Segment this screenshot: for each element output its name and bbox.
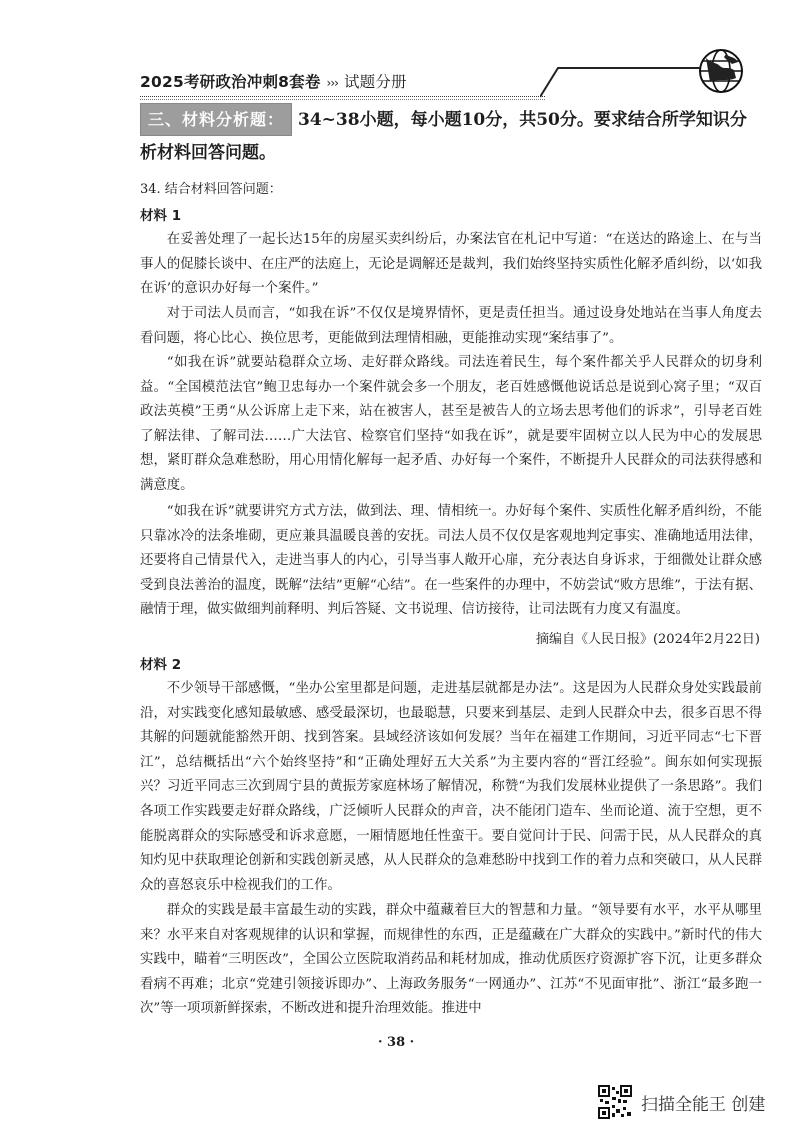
material-1-source: 摘编自《人民日报》(2024年2月22日) [535,632,760,647]
material-2-paragraph-2: 群众的实践是最丰富最生动的实践，群众中蕴藏着巨大的智慧和力量。“领导要有水平，水平从哪里来？水平来自对客观规律的认识和掌握，而规律性的东西，正是蕴藏在广大群众的实践中。”新时代的伟大实践中，瞄着“三明医改”，全国公立医院取消药品和耗材加成，推动优质医疗资源扩容下沉，让更多群众看病不再难；北京“党建引领接诉即办”、上海政务服务“一网通办”、江苏“不见面审批”、浙江“最多跑一次”等一项项新鲜探索，不断改进和提升治理效能。推进中 [140,903,762,1017]
material-1-paragraph-1: 在妥善处理了一起长达15年的房屋买卖纠纷后，办案法官在札记中写道：“在送达的路途上、在与当事人的促膝长谈中、在庄严的法庭上，无论是调解还是裁判，我们始终坚持实质性化解矛盾纠纷，以‘如我在诉’的意识办好每一个案件。” [140,232,762,297]
material-1-paragraph-3: “如我在诉”就要站稳群众立场、走好群众路线。司法连着民生，每个案件都关乎人民群众的切身利益。“全国模范法官”鲍卫忠每办一个案件就会多一个朋友，老百姓感慨他说话总是说到心窝子里；“双百政法英模”王勇“从公诉席上走下来，站在被害人，甚至是被告人的立场去思考他们的诉求”，引导老百姓了解法律、了解司法……广大法官、检察官们坚持“如我在诉”，就是要牢固树立以人民为中心的发展思想，紧盯群众急难愁盼，用心用情化解每一起矛盾、办好每一个案件，不断提升人民群众的司法获得感和满意度。 [140,355,762,493]
material-1-paragraph-2: 对于司法人员而言，“如我在诉”不仅仅是境界情怀，更是责任担当。通过设身处地站在当事人角度去看问题，将心比心、换位思考，更能做到法理情相融，更能推动实现“案结事了”。 [140,306,762,346]
header-subtitle: 试题分册 [343,73,407,91]
header-arrows: ››› [326,76,338,90]
qr-code-icon [598,1085,632,1119]
header-title [140,70,407,92]
material-1-paragraph-4: “如我在诉”就要讲究方式方法，做到法、理、情相统一。办好每个案件、实质性化解矛盾纠纷，不能只靠冰冷的法条堆砌，更应兼具温暖良善的安抚。司法人员不仅仅是客观地判定事实、准确地适用法律，还要将自己情景代入，走进当事人的内心，引导当事人敞开心扉，充分表达自身诉求，于细微处让群众感受到良法善治的温度，既解“法结”更解“心结”。在一些案件的办理中，不妨尝试“败方思维”，于法有据、融情于理，做实做细判前释明、判后答疑、文书说理、信访接待，让司法既有力度又有温度。 [140,504,762,618]
section-instructions [140,103,760,170]
header-divider [140,96,545,97]
section-tag: 三、材料分析题： [140,103,292,136]
header-divider-secondary [140,99,545,100]
header-book-title: 2025考研政治冲刺8套卷 [140,73,321,91]
material-1-label: 材料 1 [140,208,182,224]
question-heading: 34. 结合材料回答问题： [140,182,282,197]
scanner-watermark: 扫描全能王 创建 [641,1095,766,1115]
material-2-label: 材料 2 [140,657,182,673]
material-2-paragraph-1: 不少领导干部感慨，“坐办公室里都是问题，走进基层就都是办法”。这是因为人民群众身处实践最前沿，对实践变化感知最敏感、感受最深切，也最聪慧，只要来到基层、走到人民群众中去，很多百思不得其解的问题就能豁然开朗、找到答案。县域经济该如何发展？当年在福建工作期间，习近平同志“七下晋江”，总结概括出“六个始终坚持”和“正确处理好五大关系”为主要内容的“晋江经验”。闽东如何实现振兴？习近平同志三次到周宁县的黄振芳家庭林场了解情况，称赞“为我们发展林业提供了一条思路”。我们各项工作实践要走好群众路线，广泛倾听人民群众的声音，决不能闭门造车、坐而论道、流于空想，更不能脱离群众的实际感受和诉求意愿，一厢情愿地任性蛮干。要自觉问计于民、问需于民，从人民群众的真知灼见中获取理论创新和实践创新灵感，从人民群众的急难愁盼中找到工作的着力点和突破口，从人民群众的喜怒哀乐中检视我们的工作。 [140,681,762,893]
page-number: · 38 · [378,1035,415,1050]
header-bracket-line [540,66,705,98]
section-instruction-text: 34~38小题，每小题10分，共50分。要求结合所学知识分析材料回答问题。 [140,110,747,163]
